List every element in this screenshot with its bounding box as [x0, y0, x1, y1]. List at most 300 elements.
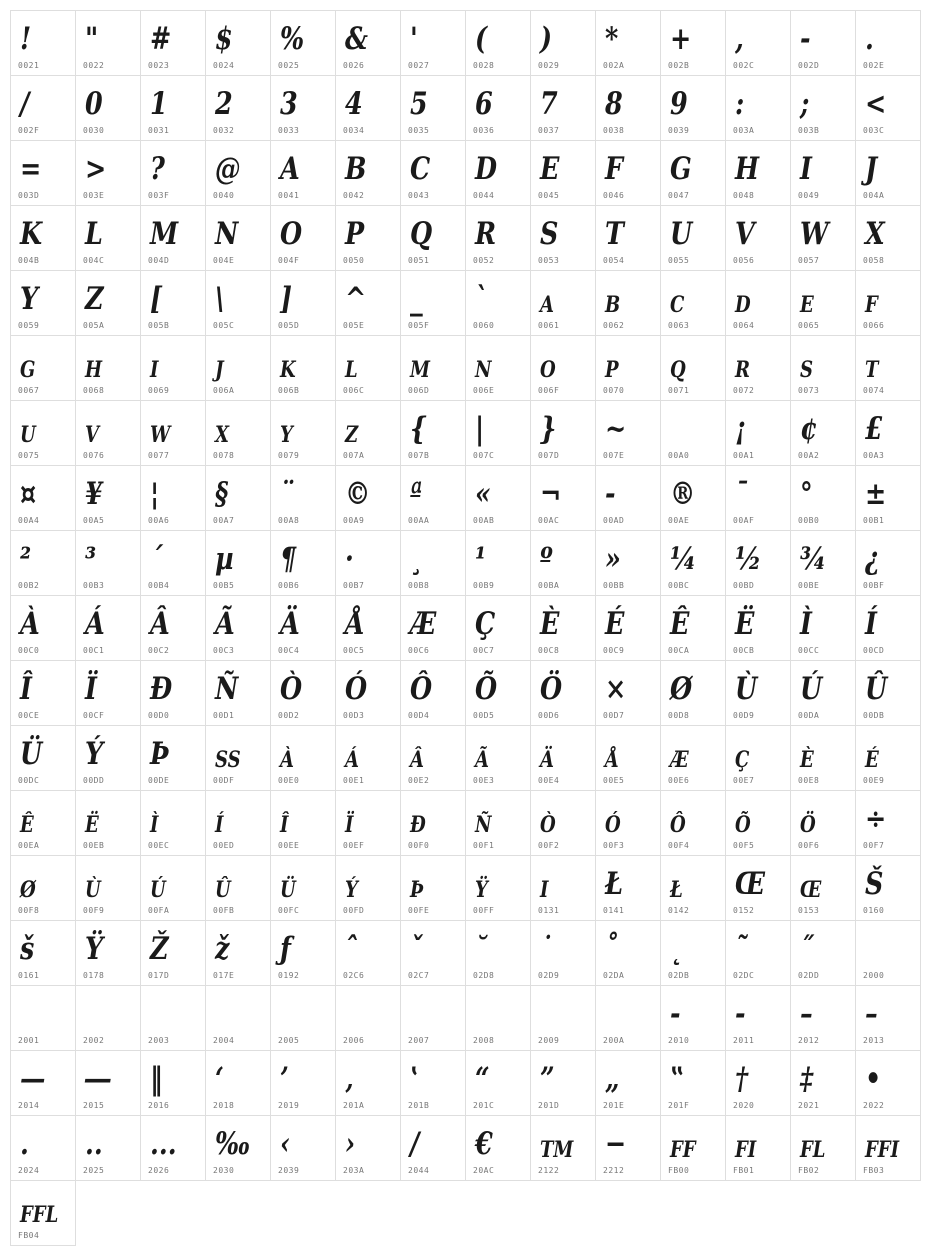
- glyph-cell: [791, 726, 856, 791]
- glyph-codepoint: 2020: [733, 1101, 755, 1110]
- glyph-codepoint: 0076: [83, 451, 105, 460]
- glyph-cell: [271, 1116, 336, 1181]
- glyph-cell: [336, 596, 401, 661]
- glyph-sample: F: [865, 292, 878, 318]
- glyph-cell: [336, 271, 401, 336]
- glyph-codepoint: 007C: [473, 451, 495, 460]
- glyph-sample: Ó: [345, 671, 368, 707]
- glyph-sample: ·: [345, 541, 354, 577]
- glyph-codepoint: 0064: [733, 321, 755, 330]
- glyph-sample: Ü: [20, 736, 43, 772]
- glyph-cell: [531, 206, 596, 271]
- glyph-codepoint: 2122: [538, 1166, 560, 1175]
- glyph-cell: [726, 726, 791, 791]
- glyph-cell: [76, 856, 141, 921]
- glyph-codepoint: 003B: [798, 126, 820, 135]
- glyph-sample: Q: [410, 216, 433, 252]
- glyph-codepoint: 00FF: [473, 906, 495, 915]
- glyph-sample: A: [540, 292, 555, 318]
- glyph-cell: [661, 11, 726, 76]
- glyph-sample: Ð: [410, 812, 426, 838]
- glyph-cell: [141, 466, 206, 531]
- glyph-cell: [401, 791, 466, 856]
- glyph-sample: ―: [85, 1061, 111, 1097]
- glyph-codepoint: 00D2: [278, 711, 300, 720]
- glyph-codepoint: 003C: [863, 126, 885, 135]
- glyph-sample: =: [20, 151, 42, 187]
- glyph-sample: ‘: [215, 1061, 224, 1097]
- glyph-codepoint: 00E3: [473, 776, 495, 785]
- glyph-codepoint: 2000: [863, 971, 885, 980]
- glyph-sample: ‛: [410, 1061, 419, 1097]
- glyph-sample: Ã: [475, 747, 490, 773]
- glyph-codepoint: 2009: [538, 1036, 560, 1045]
- glyph-codepoint: 00D9: [733, 711, 755, 720]
- glyph-cell: [76, 596, 141, 661]
- glyph-sample: .: [20, 1126, 29, 1162]
- glyph-codepoint: 00CA: [668, 646, 690, 655]
- glyph-codepoint: 0044: [473, 191, 495, 200]
- glyph-codepoint: 2005: [278, 1036, 300, 1045]
- glyph-cell: [206, 76, 271, 141]
- glyph-sample: Ô: [410, 671, 433, 707]
- glyph-codepoint: 0071: [668, 386, 690, 395]
- glyph-sample: Ì: [150, 812, 159, 838]
- glyph-sample: O: [540, 357, 556, 383]
- glyph-sample: ': [410, 21, 418, 57]
- glyph-sample: <: [865, 86, 887, 122]
- glyph-codepoint: 002A: [603, 61, 625, 70]
- glyph-sample: È: [540, 606, 560, 642]
- glyph-codepoint: 00E4: [538, 776, 560, 785]
- glyph-codepoint: 2018: [213, 1101, 235, 1110]
- glyph-codepoint: 00BC: [668, 581, 690, 590]
- glyph-sample: 4: [345, 86, 363, 122]
- glyph-cell: [596, 596, 661, 661]
- glyph-codepoint: 00C6: [408, 646, 430, 655]
- glyph-cell: [206, 661, 271, 726]
- glyph-codepoint: 002B: [668, 61, 690, 70]
- glyph-sample: `: [475, 281, 488, 317]
- glyph-sample: Ù: [85, 877, 101, 903]
- glyph-sample: Ł: [670, 877, 683, 903]
- glyph-cell: [76, 661, 141, 726]
- glyph-sample: H: [735, 151, 760, 187]
- glyph-sample: ~: [605, 411, 627, 447]
- glyph-sample: D: [735, 292, 751, 318]
- glyph-cell: [401, 141, 466, 206]
- glyph-cell: [336, 11, 401, 76]
- glyph-sample: ¹: [475, 541, 487, 577]
- glyph-codepoint: 0054: [603, 256, 625, 265]
- glyph-codepoint: FB01: [733, 1166, 755, 1175]
- glyph-sample: #: [150, 21, 172, 57]
- glyph-sample: ª: [410, 476, 423, 512]
- glyph-sample: Œ: [800, 877, 822, 903]
- glyph-codepoint: 201D: [538, 1101, 560, 1110]
- glyph-sample: @: [215, 151, 241, 187]
- glyph-cell: [141, 1051, 206, 1116]
- glyph-codepoint: 00CF: [83, 711, 105, 720]
- glyph-codepoint: 00AE: [668, 516, 690, 525]
- glyph-cell: [661, 76, 726, 141]
- glyph-cell: [531, 401, 596, 466]
- glyph-codepoint: 0030: [83, 126, 105, 135]
- glyph-cell: [661, 921, 726, 986]
- glyph-codepoint: 00F8: [18, 906, 40, 915]
- glyph-sample: Ü: [280, 877, 296, 903]
- glyph-codepoint: 00CB: [733, 646, 755, 655]
- glyph-sample: Á: [85, 606, 105, 642]
- glyph-sample: Þ: [150, 736, 170, 772]
- glyph-codepoint: 0033: [278, 126, 300, 135]
- glyph-cell: [141, 661, 206, 726]
- glyph-codepoint: 007E: [603, 451, 625, 460]
- glyph-sample: M: [410, 357, 430, 383]
- glyph-cell: [206, 336, 271, 401]
- glyph-cell: [141, 271, 206, 336]
- glyph-sample: Ä: [540, 747, 555, 773]
- glyph-codepoint: 00C8: [538, 646, 560, 655]
- glyph-codepoint: 004A: [863, 191, 885, 200]
- glyph-codepoint: 0032: [213, 126, 235, 135]
- glyph-codepoint: 0027: [408, 61, 430, 70]
- glyph-codepoint: 007D: [538, 451, 560, 460]
- glyph-cell: [531, 1051, 596, 1116]
- glyph-sample: »: [605, 541, 621, 577]
- glyph-codepoint: 2004: [213, 1036, 235, 1045]
- glyph-cell: [271, 791, 336, 856]
- glyph-sample: Õ: [735, 812, 751, 838]
- glyph-cell: [596, 76, 661, 141]
- glyph-sample: ‖: [150, 1061, 163, 1097]
- glyph-codepoint: 0039: [668, 126, 690, 135]
- glyph-sample: Ë: [85, 812, 99, 838]
- glyph-sample: Œ: [735, 866, 766, 902]
- glyph-codepoint: 0046: [603, 191, 625, 200]
- glyph-codepoint: 003A: [733, 126, 755, 135]
- glyph-cell: [336, 336, 401, 401]
- glyph-codepoint: 005F: [408, 321, 430, 330]
- glyph-codepoint: 00F5: [733, 841, 755, 850]
- glyph-sample: &: [345, 21, 368, 57]
- glyph-codepoint: 0075: [18, 451, 40, 460]
- glyph-codepoint: 00E9: [863, 776, 885, 785]
- glyph-codepoint: 0059: [18, 321, 40, 330]
- glyph-codepoint: 2012: [798, 1036, 820, 1045]
- glyph-sample: “: [475, 1061, 490, 1097]
- glyph-sample: |: [475, 411, 485, 447]
- glyph-cell: [401, 271, 466, 336]
- glyph-codepoint: 006E: [473, 386, 495, 395]
- glyph-codepoint: 0192: [278, 971, 300, 980]
- glyph-codepoint: 2001: [18, 1036, 40, 1045]
- glyph-cell: [596, 531, 661, 596]
- glyph-codepoint: 00AA: [408, 516, 430, 525]
- glyph-cell: [11, 791, 76, 856]
- glyph-codepoint: 0068: [83, 386, 105, 395]
- glyph-cell: [596, 401, 661, 466]
- glyph-cell: [791, 76, 856, 141]
- glyph-sample: Ó: [605, 812, 621, 838]
- glyph-sample: ®: [670, 476, 696, 512]
- glyph-cell: [206, 726, 271, 791]
- glyph-codepoint: 203A: [343, 1166, 365, 1175]
- glyph-sample: Ä: [280, 606, 300, 642]
- glyph-codepoint: 004E: [213, 256, 235, 265]
- glyph-cell: [11, 726, 76, 791]
- glyph-codepoint: 02DD: [798, 971, 820, 980]
- glyph-sample: 9: [670, 86, 688, 122]
- glyph-cell: [726, 206, 791, 271]
- glyph-sample: +: [670, 21, 692, 57]
- glyph-codepoint: 00A1: [733, 451, 755, 460]
- glyph-sample: º: [540, 541, 553, 577]
- glyph-cell: [401, 11, 466, 76]
- glyph-codepoint: 0026: [343, 61, 365, 70]
- glyph-cell: [206, 401, 271, 466]
- glyph-cell: [466, 336, 531, 401]
- glyph-sample: Ù: [735, 671, 758, 707]
- glyph-codepoint: 00C7: [473, 646, 495, 655]
- glyph-cell: [76, 531, 141, 596]
- glyph-codepoint: 0057: [798, 256, 820, 265]
- glyph-cell: [271, 466, 336, 531]
- glyph-codepoint: 00B1: [863, 516, 885, 525]
- glyph-sample: Û: [865, 671, 888, 707]
- glyph-codepoint: 0072: [733, 386, 755, 395]
- glyph-cell: [531, 1116, 596, 1181]
- glyph-cell: [466, 466, 531, 531]
- glyph-codepoint: 005B: [148, 321, 170, 330]
- glyph-cell: [401, 921, 466, 986]
- glyph-sample: W: [800, 216, 829, 252]
- glyph-cell: [791, 856, 856, 921]
- glyph-sample: ¤: [20, 476, 37, 512]
- glyph-sample: Ò: [540, 812, 556, 838]
- glyph-codepoint: 00CC: [798, 646, 820, 655]
- glyph-sample: 3: [280, 86, 298, 122]
- glyph-sample: U: [670, 216, 693, 252]
- glyph-codepoint: 00B9: [473, 581, 495, 590]
- glyph-sample: (: [475, 21, 488, 57]
- glyph-sample: G: [20, 357, 36, 383]
- glyph-codepoint: 0065: [798, 321, 820, 330]
- glyph-cell: [791, 531, 856, 596]
- glyph-cell: [141, 596, 206, 661]
- glyph-cell: [726, 466, 791, 531]
- glyph-cell: [271, 336, 336, 401]
- glyph-cell: [206, 791, 271, 856]
- glyph-sample: Š: [865, 866, 884, 902]
- glyph-codepoint: 00DF: [213, 776, 235, 785]
- glyph-sample: Ï: [85, 671, 97, 707]
- glyph-cell: [336, 1051, 401, 1116]
- glyph-codepoint: 00FE: [408, 906, 430, 915]
- glyph-cell: [11, 336, 76, 401]
- glyph-cell: [661, 336, 726, 401]
- glyph-codepoint: 00DD: [83, 776, 105, 785]
- glyph-cell: [271, 141, 336, 206]
- glyph-sample: P: [345, 216, 365, 252]
- glyph-sample: £: [865, 411, 883, 447]
- glyph-sample: †: [735, 1061, 749, 1097]
- glyph-codepoint: 00B7: [343, 581, 365, 590]
- glyph-sample: 6: [475, 86, 493, 122]
- glyph-cell: [401, 986, 466, 1051]
- glyph-cell: [206, 466, 271, 531]
- glyph-sample: A: [280, 151, 300, 187]
- glyph-cell: [11, 141, 76, 206]
- glyph-codepoint: 0062: [603, 321, 625, 330]
- glyph-codepoint: 00E1: [343, 776, 365, 785]
- glyph-cell: [11, 921, 76, 986]
- glyph-cell: [661, 141, 726, 206]
- glyph-cell: [596, 206, 661, 271]
- glyph-cell: [141, 11, 206, 76]
- glyph-cell: [726, 11, 791, 76]
- glyph-sample: «: [475, 476, 491, 512]
- glyph-sample: ˝: [800, 931, 813, 967]
- glyph-codepoint: 201C: [473, 1101, 495, 1110]
- glyph-codepoint: 006C: [343, 386, 365, 395]
- glyph-codepoint: 004B: [18, 256, 40, 265]
- glyph-sample: T: [865, 357, 879, 383]
- glyph-codepoint: 201E: [603, 1101, 625, 1110]
- glyph-sample: Ø: [20, 877, 36, 903]
- glyph-sample: FL: [800, 1137, 826, 1163]
- glyph-cell: [466, 11, 531, 76]
- glyph-codepoint: 003F: [148, 191, 170, 200]
- glyph-cell: [791, 921, 856, 986]
- glyph-codepoint: 0034: [343, 126, 365, 135]
- glyph-cell: [206, 596, 271, 661]
- glyph-codepoint: 00D5: [473, 711, 495, 720]
- glyph-cell: [466, 141, 531, 206]
- glyph-codepoint: 005D: [278, 321, 300, 330]
- glyph-cell: [791, 1051, 856, 1116]
- glyph-sample: µ: [215, 541, 234, 577]
- glyph-cell: [596, 271, 661, 336]
- glyph-sample: Z: [345, 422, 359, 448]
- glyph-cell: [596, 921, 661, 986]
- glyph-cell: [271, 11, 336, 76]
- glyph-cell: [76, 921, 141, 986]
- glyph-sample: Æ: [410, 606, 437, 642]
- glyph-sample: À: [20, 606, 40, 642]
- glyph-sample: ): [540, 21, 553, 57]
- glyph-cell: [726, 661, 791, 726]
- glyph-codepoint: 20AC: [473, 1166, 495, 1175]
- glyph-codepoint: 005A: [83, 321, 105, 330]
- glyph-cell: [856, 791, 921, 856]
- glyph-sample: E: [540, 151, 560, 187]
- glyph-sample: Ã: [215, 606, 235, 642]
- glyph-cell: [76, 206, 141, 271]
- glyph-sample: ›: [345, 1126, 356, 1162]
- glyph-sample: Á: [345, 747, 360, 773]
- glyph-cell: [206, 11, 271, 76]
- glyph-codepoint: 00BB: [603, 581, 625, 590]
- glyph-sample: ˜: [735, 931, 748, 967]
- glyph-cell: [791, 141, 856, 206]
- glyph-codepoint: 00A4: [18, 516, 40, 525]
- glyph-codepoint: 0047: [668, 191, 690, 200]
- glyph-codepoint: 00B4: [148, 581, 170, 590]
- glyph-sample: ¼: [670, 541, 697, 577]
- glyph-sample: ...: [150, 1126, 177, 1162]
- glyph-sample: Z: [85, 281, 104, 317]
- glyph-cell: [11, 1116, 76, 1181]
- glyph-cell: [791, 271, 856, 336]
- glyph-codepoint: 00C5: [343, 646, 365, 655]
- glyph-sample: –: [800, 996, 813, 1032]
- glyph-cell: [791, 11, 856, 76]
- glyph-cell: [336, 856, 401, 921]
- glyph-cell: [856, 986, 921, 1051]
- glyph-codepoint: 00A0: [668, 451, 690, 460]
- glyph-sample: SS: [215, 747, 241, 773]
- glyph-codepoint: 0067: [18, 386, 40, 395]
- glyph-sample: O: [280, 216, 303, 252]
- glyph-sample: Ö: [800, 812, 816, 838]
- glyph-codepoint: FB00: [668, 1166, 690, 1175]
- glyph-cell: [661, 596, 726, 661]
- glyph-codepoint: 00B3: [83, 581, 105, 590]
- glyph-codepoint: 0041: [278, 191, 300, 200]
- glyph-sample: V: [735, 216, 755, 252]
- glyph-codepoint: 02DC: [733, 971, 755, 980]
- glyph-codepoint: 2022: [863, 1101, 885, 1110]
- glyph-sample: V: [85, 422, 100, 448]
- glyph-sample: FI: [735, 1137, 757, 1163]
- glyph-grid: [10, 10, 921, 1246]
- glyph-codepoint: 00C1: [83, 646, 105, 655]
- glyph-codepoint: 00C2: [148, 646, 170, 655]
- glyph-codepoint: 00D6: [538, 711, 560, 720]
- glyph-codepoint: 00EB: [83, 841, 105, 850]
- glyph-codepoint: 00EA: [18, 841, 40, 850]
- glyph-sample: 8: [605, 86, 623, 122]
- glyph-cell: [336, 206, 401, 271]
- glyph-codepoint: 00AF: [733, 516, 755, 525]
- glyph-cell: [791, 336, 856, 401]
- glyph-sample: I: [800, 151, 812, 187]
- glyph-sample: ‰: [215, 1126, 251, 1162]
- glyph-codepoint: 0079: [278, 451, 300, 460]
- glyph-codepoint: 00D3: [343, 711, 365, 720]
- glyph-sample: ˙: [540, 931, 553, 967]
- glyph-codepoint: 00FA: [148, 906, 170, 915]
- glyph-codepoint: 00C4: [278, 646, 300, 655]
- glyph-codepoint: 0052: [473, 256, 495, 265]
- glyph-sample: ]: [280, 281, 293, 317]
- glyph-codepoint: 2013: [863, 1036, 885, 1045]
- glyph-codepoint: 00ED: [213, 841, 235, 850]
- glyph-cell: [76, 466, 141, 531]
- glyph-cell: [76, 1116, 141, 1181]
- glyph-sample: C: [670, 292, 685, 318]
- glyph-sample: −: [605, 1126, 627, 1162]
- glyph-codepoint: 00F0: [408, 841, 430, 850]
- glyph-sample: Û: [215, 877, 231, 903]
- glyph-sample: ¿: [865, 541, 880, 577]
- glyph-cell: [11, 11, 76, 76]
- glyph-cell: [271, 661, 336, 726]
- glyph-cell: [661, 661, 726, 726]
- glyph-codepoint: 200A: [603, 1036, 625, 1045]
- glyph-codepoint: 0161: [18, 971, 40, 980]
